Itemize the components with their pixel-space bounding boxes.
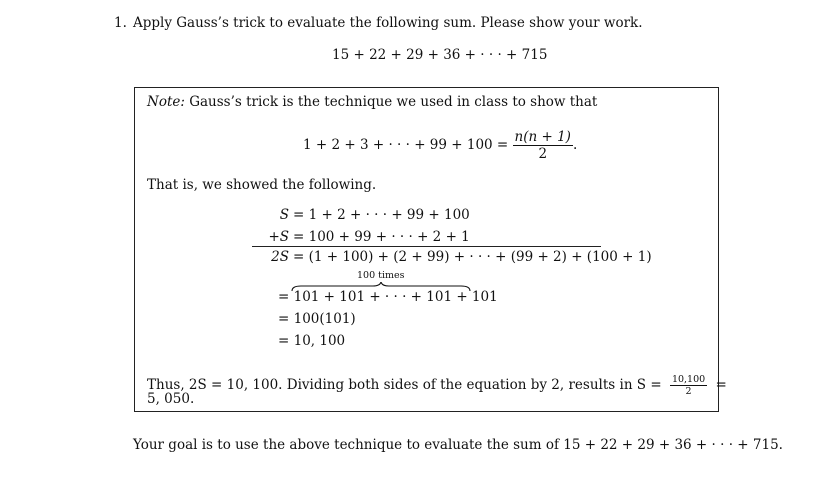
- problem-number: 1.: [114, 15, 127, 31]
- conclusion-text: Thus, 2S = 10, 100. Dividing both sides of the equation by 2, results in S =: [147, 377, 662, 393]
- formula-lhs: 1 + 2 + 3 + · · · + 99 + 100 =: [303, 137, 509, 153]
- formula-numerator: n(n + 1): [514, 129, 571, 145]
- conclusion-equals: =: [715, 377, 727, 393]
- row-2-lhs: +S: [268, 229, 289, 245]
- conclusion-line-1: [147, 374, 727, 397]
- note-box: [134, 87, 727, 412]
- conclusion-denominator: 2: [670, 385, 707, 397]
- brace-label: 100 times: [357, 270, 405, 281]
- row-3-rhs: = (1 + 100) + (2 + 99) + · · · + (99 + 2) + (100 + 1): [293, 249, 652, 265]
- note-intro: Gauss’s trick is the technique we used in class to show that: [189, 94, 598, 110]
- row-1-lhs: S: [279, 207, 289, 223]
- goal-text: Your goal is to use the above technique to evaluate the sum of 15 + 22 + 29 + 36 + · · · + 715.: [133, 437, 783, 453]
- step-2: = 100(101): [278, 311, 356, 327]
- conclusion-numerator: 10,100: [671, 374, 706, 385]
- formula-end: .: [572, 137, 578, 153]
- problem-sum: 15 + 22 + 29 + 36 + · · · + 715: [332, 47, 548, 63]
- formula-fraction: [513, 129, 573, 162]
- step-1: = 101 + 101 + · · · + 101 + 101: [278, 289, 498, 305]
- row-1-rhs: = 1 + 2 + · · · + 99 + 100: [293, 207, 470, 223]
- that-is-text: That is, we showed the following.: [147, 177, 377, 193]
- step-3: = 10, 100: [278, 333, 346, 349]
- row-3-lhs: 2S: [271, 249, 289, 265]
- sum-rule: [252, 246, 601, 247]
- gauss-formula: [303, 129, 577, 162]
- row-2-rhs: = 100 + 99 + · · · + 2 + 1: [293, 229, 470, 245]
- formula-denominator: 2: [513, 145, 573, 162]
- conclusion-fraction: [670, 374, 707, 397]
- conclusion-line-2: 5, 050.: [147, 391, 195, 407]
- problem-instruction: Apply Gauss’s trick to evaluate the following sum. Please show your work.: [133, 15, 643, 31]
- note-label: Note:: [147, 94, 185, 110]
